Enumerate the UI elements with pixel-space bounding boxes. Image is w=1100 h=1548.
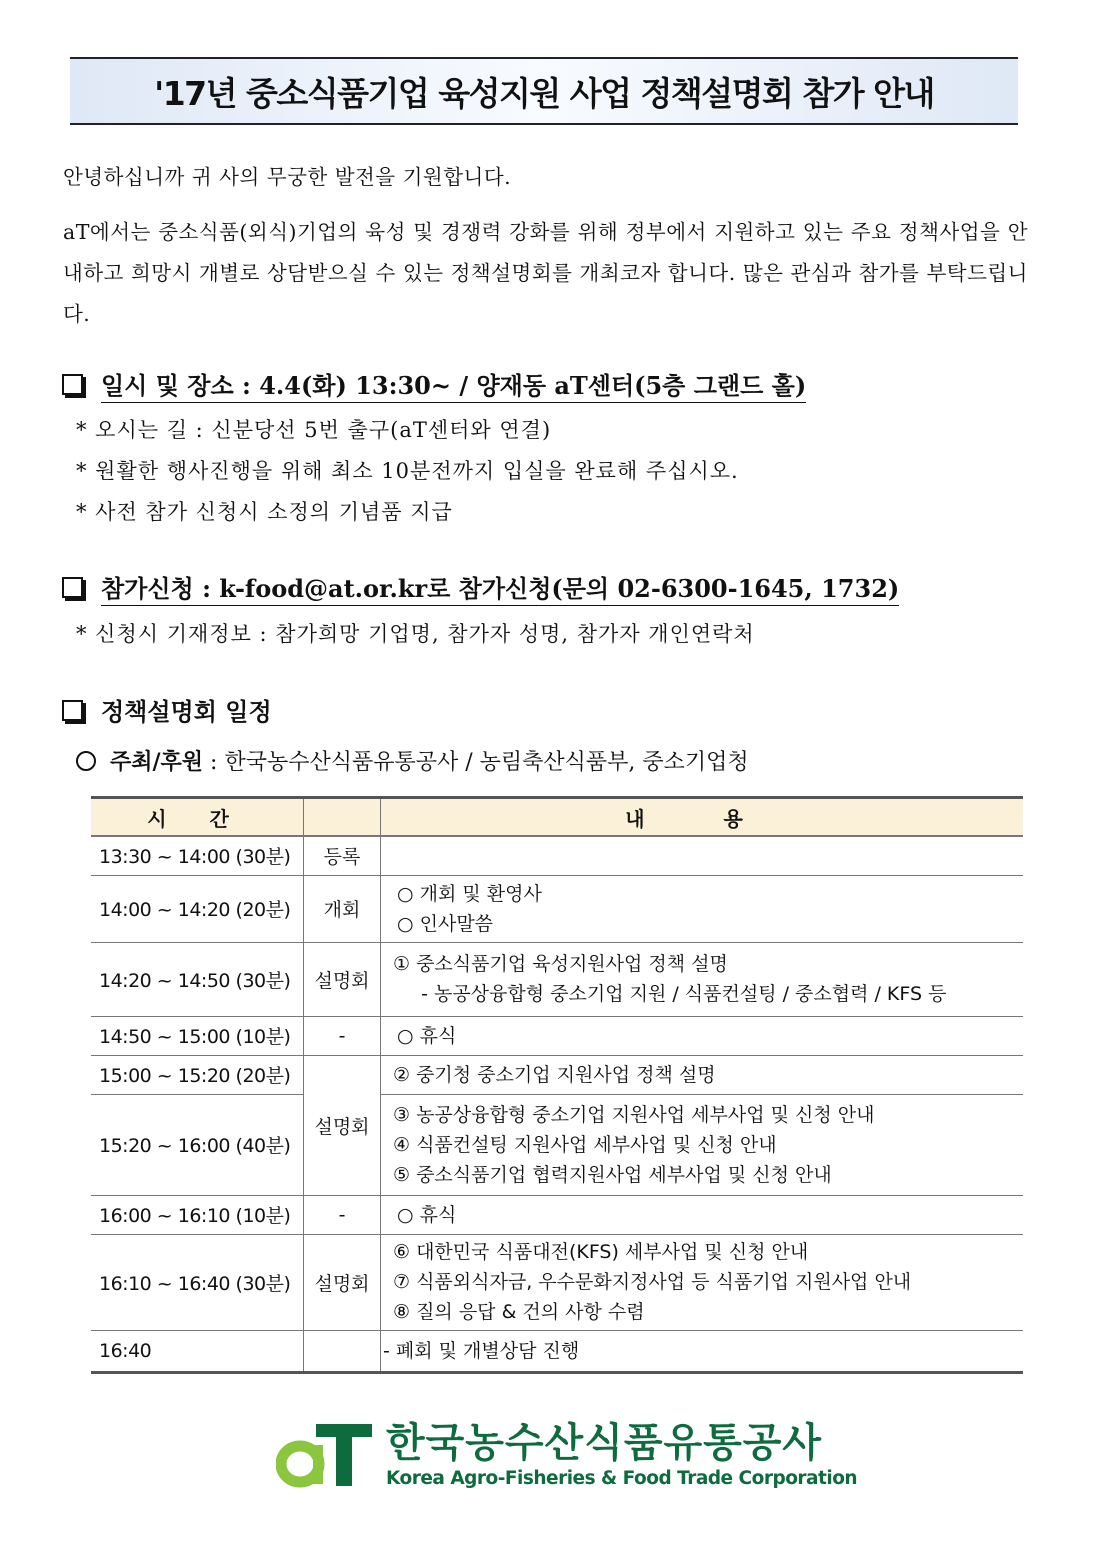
content-item: ⑥ 대한민국 식품대전(KFS) 세부사업 및 신청 안내 [393, 1241, 809, 1263]
note-directions: * 오시는 길 : 신분당선 5번 출구(aT센터와 연결) [76, 418, 552, 442]
row-content [381, 1094, 1024, 1195]
content-item: ① 중소식품기업 육성지원사업 정책 설명 [393, 953, 728, 975]
row-content [381, 1016, 1024, 1055]
checkbox-square-icon [62, 700, 83, 721]
row-category [304, 1330, 381, 1372]
note-arrival: * 원활한 행사진행을 위해 최소 10분전까지 입실을 완료해 주십시오. [76, 459, 739, 483]
intro-greeting: 안녕하십니까 귀 사의 무궁한 발전을 기원합니다. [63, 165, 512, 189]
table-row [91, 836, 1023, 875]
row-category: 설명회 [304, 942, 381, 1016]
section-datetime-venue [62, 366, 806, 403]
content-item: ○ 휴식 [397, 1024, 457, 1047]
content-item: ○ 휴식 [397, 1203, 457, 1226]
table-header-row [91, 798, 1023, 837]
row-content [381, 942, 1024, 1016]
header-content: 내 용 [381, 798, 1024, 837]
row-time: 14:20 ~ 14:50 (30분) [91, 942, 304, 1016]
row-time: 16:40 [91, 1330, 304, 1372]
organizer-line [76, 745, 749, 776]
content-item: ⑤ 중소식품기업 협력지원사업 세부사업 및 신청 안내 [393, 1163, 832, 1186]
row-time: 16:10 ~ 16:40 (30분) [91, 1234, 304, 1330]
row-category: 설명회 [304, 1234, 381, 1330]
table-row [91, 1094, 1023, 1195]
note-gift: * 사전 참가 신청시 소정의 기념품 지급 [76, 500, 453, 524]
content-item: - 농공상융합형 중소기업 지원 / 식품컨설팅 / 중소협력 / KFS 등 [409, 983, 947, 1005]
row-category: 설명회 [304, 1055, 381, 1195]
row-content [381, 1330, 1024, 1372]
row-category: 등록 [304, 836, 381, 875]
content-item: - 폐회 및 개별상담 진행 [383, 1339, 580, 1362]
row-category: - [304, 1195, 381, 1234]
table-row [91, 875, 1023, 942]
content-item: ⑧ 질의 응답 & 건의 사항 수렴 [393, 1301, 645, 1323]
content-item: ② 중기청 중소기업 지원사업 정책 설명 [393, 1063, 716, 1086]
logo-english-name: Korea Agro-Fisheries & Food Trade Corporation [386, 1468, 858, 1489]
row-time: 14:00 ~ 14:20 (20분) [91, 875, 304, 942]
row-time: 14:50 ~ 15:00 (10분) [91, 1016, 304, 1055]
section-heading: 참가신청 : k-food@at.or.kr로 참가신청(문의 02-6300-1645, 1732) [101, 569, 899, 606]
row-content [381, 1234, 1024, 1330]
header-category [304, 798, 381, 837]
table-row [91, 1234, 1023, 1330]
table-row [91, 1016, 1023, 1055]
content-item: ○ 개회 및 환영사 [397, 882, 542, 905]
row-content [381, 1055, 1024, 1094]
at-logo-icon [276, 1418, 372, 1488]
page-title: '17년 중소식품기업 육성지원 사업 정책설명회 참가 안내 [154, 73, 934, 113]
section-registration [62, 569, 899, 606]
row-content [381, 836, 1024, 875]
organizer-value: : 한국농수산식품유통공사 / 농림축산식품부, 중소기업청 [203, 750, 749, 775]
table-row [91, 942, 1023, 1016]
organizer-label: 주최/후원 [110, 749, 204, 775]
content-item: ③ 농공상융합형 중소기업 지원사업 세부사업 및 신청 안내 [393, 1103, 875, 1126]
row-content [381, 1195, 1024, 1234]
logo-korean-name: 한국농수산식품유통공사 [386, 1420, 823, 1466]
table-row [91, 1055, 1023, 1094]
section-heading: 일시 및 장소 : 4.4(화) 13:30~ / 양재동 aT센터(5층 그랜드 홀) [101, 366, 806, 403]
row-time: 13:30 ~ 14:00 (30분) [91, 836, 304, 875]
content-item: ⑦ 식품외식자금, 우수문화지정사업 등 식품기업 지원사업 안내 [393, 1271, 912, 1293]
at-logo [276, 1418, 857, 1489]
content-item: ○ 인사말씀 [397, 912, 494, 935]
header-time: 시 간 [91, 798, 304, 837]
row-content [381, 875, 1024, 942]
table-row [91, 1330, 1023, 1372]
row-time: 15:00 ~ 15:20 (20분) [91, 1055, 304, 1094]
logo-text [386, 1420, 857, 1489]
title-banner [70, 57, 1018, 125]
row-category: - [304, 1016, 381, 1055]
schedule-table [91, 796, 1023, 1374]
intro-paragraph: aT에서는 중소식품(외식)기업의 육성 및 경쟁력 강화를 위해 정부에서 지원하고 있는 주요 정책사업을 안내하고 희망시 개별로 상담받으실 수 있는 정책설명회를 개최코자 합니다. 많은 관심과 참가를 부탁드립니다. [63, 220, 1028, 326]
content-item: ④ 식품컨설팅 지원사업 세부사업 및 신청 안내 [393, 1133, 777, 1156]
checkbox-square-icon [62, 577, 83, 598]
row-category: 개회 [304, 875, 381, 942]
note-registration-info: * 신청시 기재정보 : 참가희망 기업명, 참가자 성명, 참가자 개인연락처 [76, 622, 755, 646]
table-row [91, 1195, 1023, 1234]
row-time: 16:00 ~ 16:10 (10분) [91, 1195, 304, 1234]
section-schedule [62, 692, 272, 728]
checkbox-square-icon [62, 374, 83, 395]
circle-bullet-icon [76, 751, 96, 771]
row-time: 15:20 ~ 16:00 (40분) [91, 1094, 304, 1195]
section-heading: 정책설명회 일정 [101, 697, 272, 726]
